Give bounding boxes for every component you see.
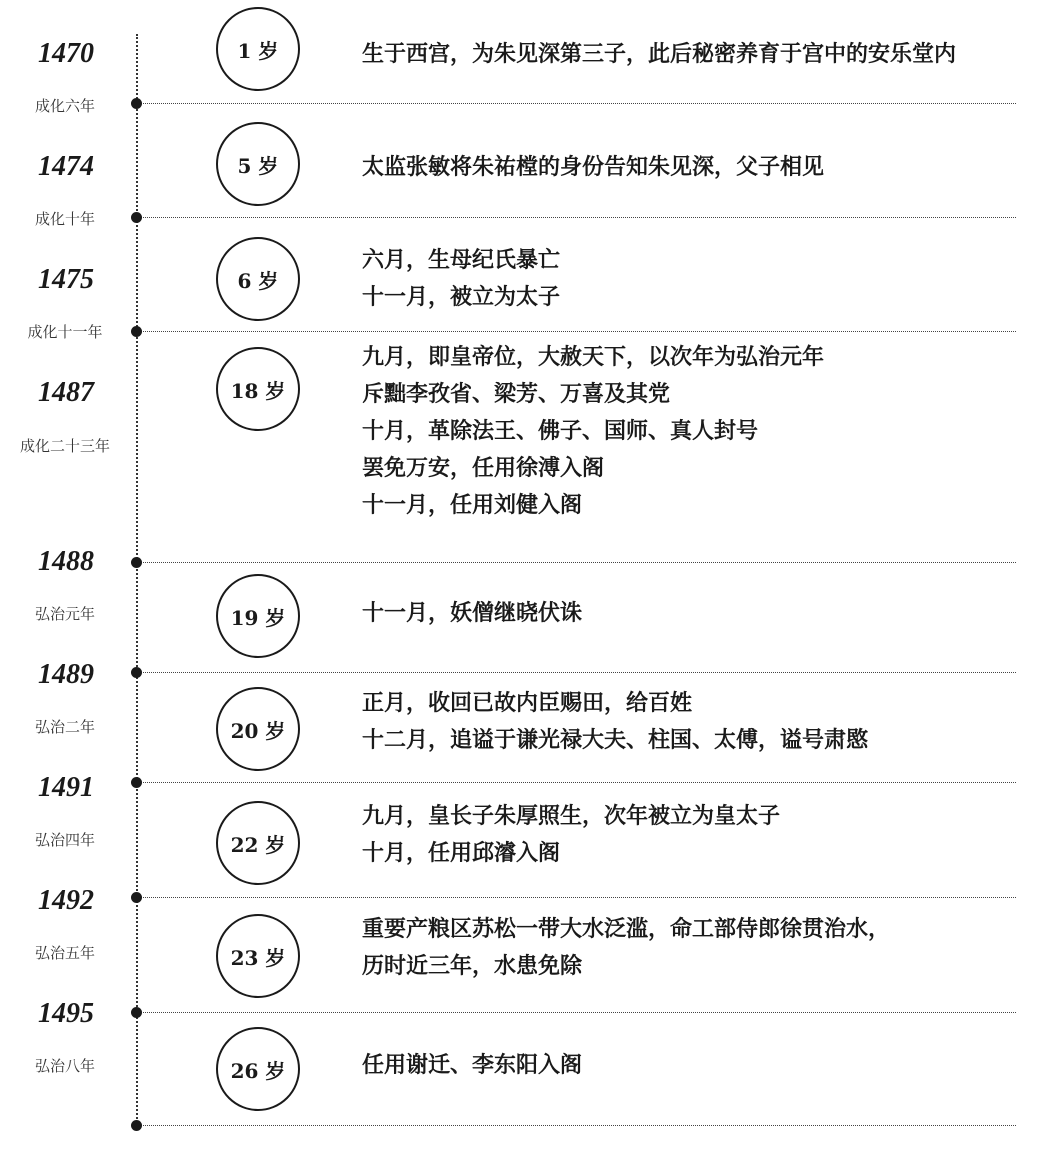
event-list xyxy=(362,339,1022,524)
event-text: 历时近三年，水患免除 xyxy=(362,953,583,979)
era-name: 弘治二年 xyxy=(34,718,95,736)
age-badge: 19 岁 xyxy=(216,574,300,658)
age-badge: 5 岁 xyxy=(216,122,300,206)
era-name: 弘治八年 xyxy=(34,1057,95,1075)
era-name: 弘治元年 xyxy=(34,605,95,623)
event-text: 正月，收回已故内臣赐田，给百姓 xyxy=(362,690,693,716)
age-badge: 26 岁 xyxy=(216,1027,300,1111)
separator-line xyxy=(136,1012,1016,1013)
event-text: 十一月，被立为太子 xyxy=(362,284,561,310)
timeline-dot xyxy=(131,98,142,109)
separator-line xyxy=(136,782,1016,783)
event-text: 生于西宫，为朱见深第三子，此后秘密养育于宫中的安乐堂内 xyxy=(362,41,957,67)
age-badge: 6 岁 xyxy=(216,237,300,321)
event-text: 十月，革除法王、佛子、国师、真人封号 xyxy=(362,418,759,444)
event-text: 六月，生母纪氏暴亡 xyxy=(362,247,561,273)
timeline-axis xyxy=(136,34,138,1127)
event-list xyxy=(362,149,1022,186)
separator-line xyxy=(136,562,1016,563)
separator-line xyxy=(136,217,1016,218)
event-text: 九月，即皇帝位，大赦天下，以次年为弘治元年 xyxy=(362,344,825,370)
timeline-dot xyxy=(131,212,142,223)
timeline-dot xyxy=(131,777,142,788)
year-label: 1475 xyxy=(38,264,94,295)
era-name: 成化十年 xyxy=(34,210,95,228)
event-text: 重要产粮区苏松一带大水泛滥，命工部侍郎徐贯治水， xyxy=(362,916,891,942)
separator-line xyxy=(136,1125,1016,1126)
year-label: 1491 xyxy=(38,772,94,803)
separator-line xyxy=(136,897,1016,898)
year-label: 1474 xyxy=(38,151,94,182)
event-list xyxy=(362,595,1022,632)
event-text: 太监张敏将朱祐樘的身份告知朱见深，父子相见 xyxy=(362,154,825,180)
era-name: 成化十一年 xyxy=(27,323,103,341)
timeline-dot xyxy=(131,667,142,678)
year-label: 1489 xyxy=(38,659,94,690)
event-list xyxy=(362,685,1022,759)
event-list xyxy=(362,798,1022,872)
event-text: 十月，任用邱濬入阁 xyxy=(362,840,561,866)
event-text: 罢免万安，任用徐溥入阁 xyxy=(362,455,605,481)
year-label: 1495 xyxy=(38,998,94,1029)
era-name: 成化六年 xyxy=(34,97,95,115)
era-name: 弘治四年 xyxy=(34,831,95,849)
event-text: 任用谢迁、李东阳入阁 xyxy=(362,1052,583,1078)
event-list xyxy=(362,911,1022,985)
age-badge: 18 岁 xyxy=(216,347,300,431)
timeline-dot xyxy=(131,557,142,568)
event-list xyxy=(362,1047,1022,1084)
separator-line xyxy=(136,103,1016,104)
event-text: 九月，皇长子朱厚照生，次年被立为皇太子 xyxy=(362,803,781,829)
separator-line xyxy=(136,672,1016,673)
era-name: 成化二十三年 xyxy=(19,437,110,455)
event-text: 斥黜李孜省、梁芳、万喜及其党 xyxy=(362,381,671,407)
era-name: 弘治五年 xyxy=(34,944,95,962)
age-badge: 23 岁 xyxy=(216,914,300,998)
age-badge: 1 岁 xyxy=(216,7,300,91)
event-text: 十一月，妖僧继晓伏诛 xyxy=(362,600,583,626)
event-text: 十二月，追谥于谦光禄大夫、柱国、太傅，谥号肃愍 xyxy=(362,727,869,753)
age-badge: 22 岁 xyxy=(216,801,300,885)
age-badge: 20 岁 xyxy=(216,687,300,771)
year-label: 1487 xyxy=(38,377,94,408)
event-list xyxy=(362,36,1022,73)
event-list xyxy=(362,242,1022,316)
event-text: 十一月，任用刘健入阁 xyxy=(362,492,583,518)
timeline-dot xyxy=(131,1007,142,1018)
timeline-dot xyxy=(131,1120,142,1131)
separator-line xyxy=(136,331,1016,332)
year-label: 1488 xyxy=(38,546,94,577)
timeline-dot xyxy=(131,892,142,903)
year-label: 1492 xyxy=(38,885,94,916)
timeline-dot xyxy=(131,326,142,337)
year-label: 1470 xyxy=(38,38,94,69)
